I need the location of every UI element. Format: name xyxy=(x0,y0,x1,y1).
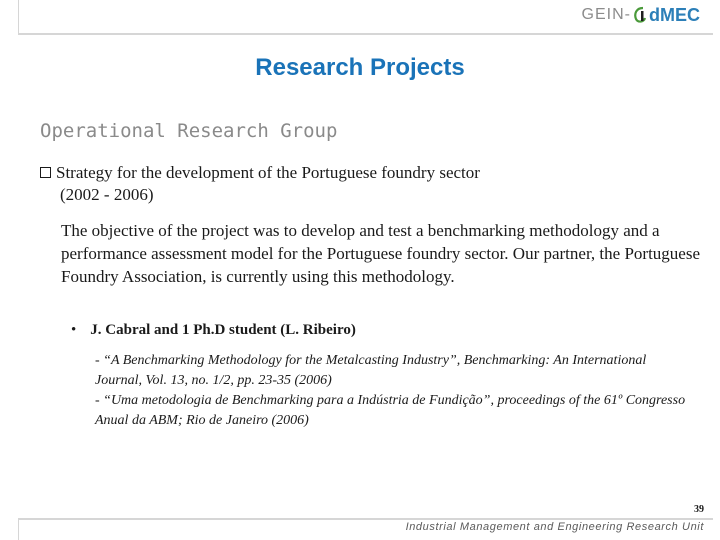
project-title: Strategy for the development of the Portuguese foundry sector xyxy=(56,163,480,182)
references-list xyxy=(95,351,695,431)
group-heading: Operational Research Group xyxy=(40,120,338,142)
page-number: 39 xyxy=(694,504,704,515)
footer-left-rule xyxy=(18,518,19,540)
slide-title: Research Projects xyxy=(255,54,465,81)
footer-rule xyxy=(18,518,713,520)
project-bullet xyxy=(40,162,700,206)
gein-idmec-logo xyxy=(582,4,700,26)
bullet-dot: • xyxy=(71,322,77,338)
checkbox-bullet-icon xyxy=(40,167,51,178)
logo-gein-text: GEIN- xyxy=(581,6,631,23)
author-line xyxy=(71,322,356,339)
project-period: (2002 - 2006) xyxy=(60,185,154,204)
objective-paragraph: The objective of the project was to develop and test a benchmarking methodology and a performance assessment model for the Portuguese foundry sector. Our partner, the Portuguese Foundry Association, is currently using this methodology. xyxy=(61,221,700,286)
logo-idmec-text: dMEC xyxy=(649,4,700,25)
reference-item: - “A Benchmarking Methodology for the Metalcasting Industry”, Benchmarking: An International Journal, Vol. 13, no. 1/2, pp. 23-35 (2006) xyxy=(95,353,647,388)
footer-unit-name: Industrial Management and Engineering Research Unit xyxy=(405,521,704,533)
author-text: J. Cabral and 1 Ph.D student (L. Ribeiro) xyxy=(90,322,356,338)
header-left-rule xyxy=(18,0,19,34)
header-rule xyxy=(18,33,713,35)
logo-mark-icon xyxy=(633,6,647,24)
reference-item: - “Uma metodologia de Benchmarking para a Indústria de Fundição”, proceedings of the 61º Congresso Anual da ABM; Rio de Janeiro (2006) xyxy=(95,393,686,428)
